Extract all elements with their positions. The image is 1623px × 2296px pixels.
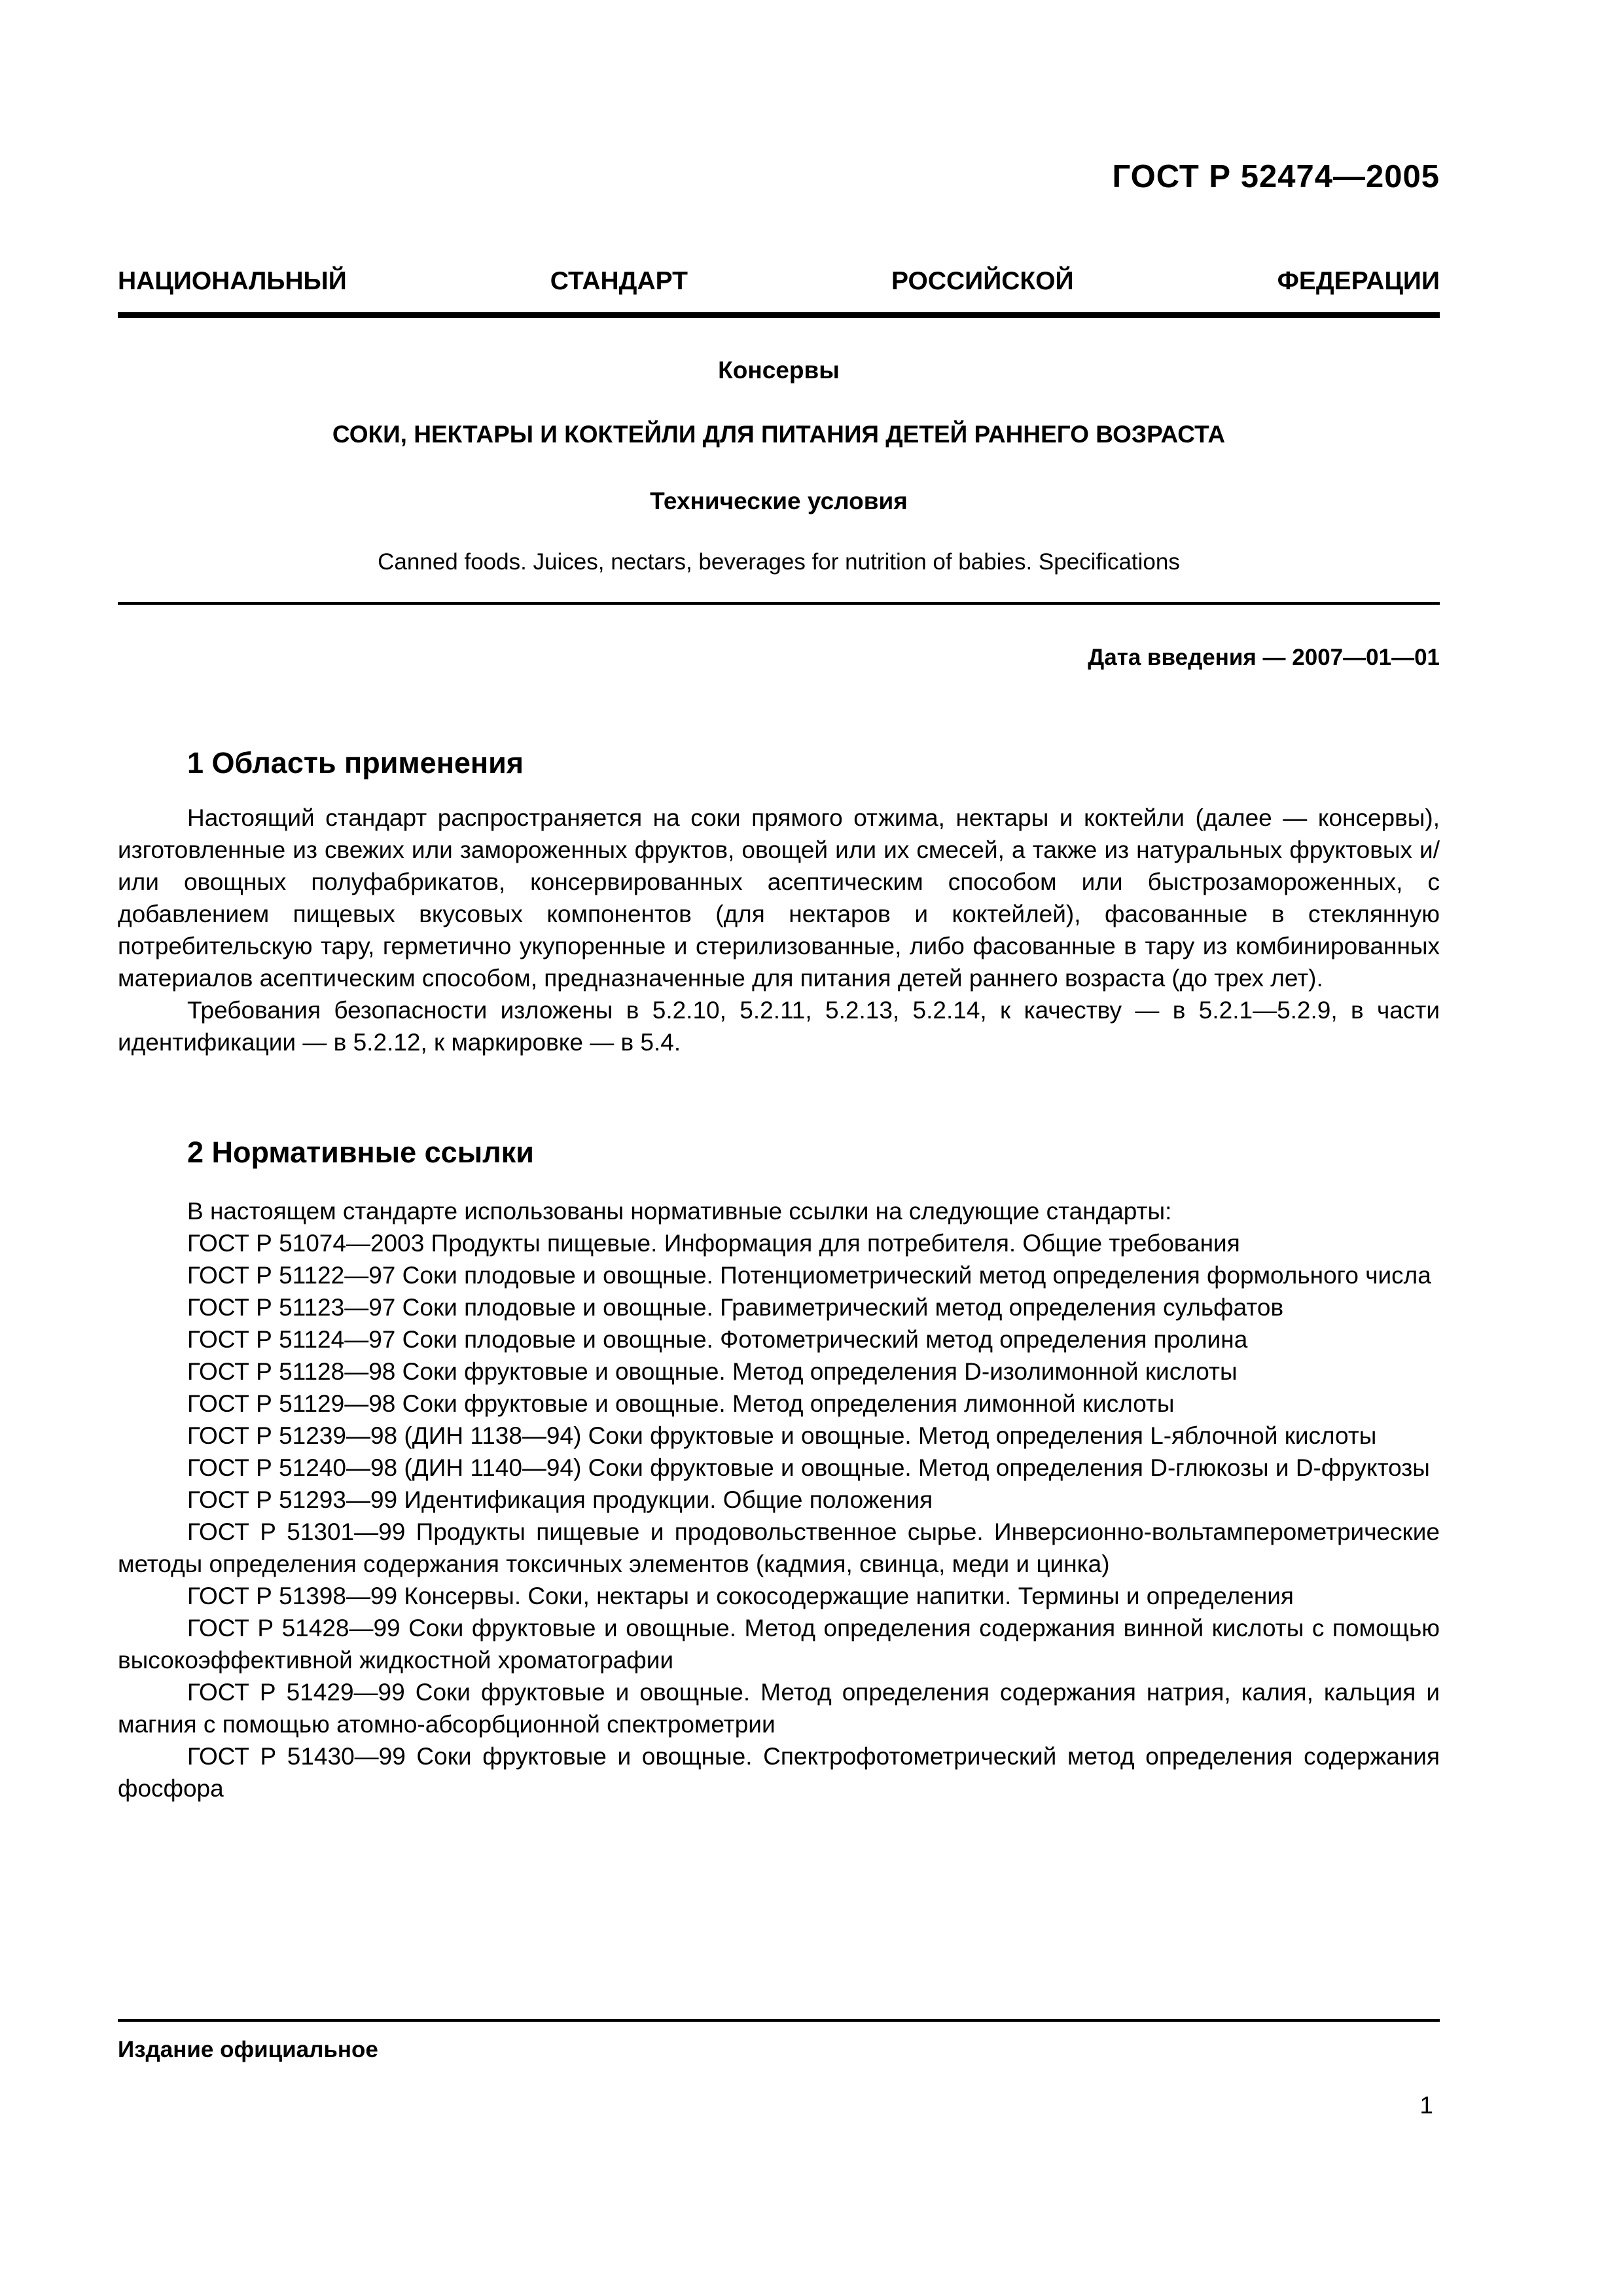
reference-item: ГОСТ Р 51122—97 Соки плодовые и овощные. Потенциометрический метод определения формольного числа <box>187 1262 1431 1289</box>
paragraph: Требования безопасности изложены в 5.2.10, 5.2.11, 5.2.13, 5.2.14, к качеству — в 5.2.1—5.2.9, в части идентификации — в 5.2.12, к маркировке — в 5.4. <box>118 997 1440 1056</box>
banner-word: ФЕДЕРАЦИИ <box>1277 267 1440 295</box>
banner-word: НАЦИОНАЛЬНЫЙ <box>118 267 347 295</box>
reference-item: ГОСТ Р 51123—97 Соки плодовые и овощные. Гравиметрический метод определения сульфатов <box>187 1294 1284 1321</box>
national-standard-banner <box>118 267 1440 296</box>
references-intro: В настоящем стандарте использованы нормативные ссылки на следующие стандарты: <box>187 1198 1172 1225</box>
reference-item: ГОСТ Р 51129—98 Соки фруктовые и овощные. Метод определения лимонной кислоты <box>187 1390 1175 1417</box>
reference-item: ГОСТ Р 51293—99 Идентификация продукции. Общие положения <box>187 1486 933 1513</box>
section-scope-body <box>118 802 1440 1058</box>
introduction-date: Дата введения — 2007—01—01 <box>1088 645 1440 670</box>
english-title: Canned foods. Juices, nectars, beverages for nutrition of babies. Specifications <box>378 549 1180 575</box>
reference-item: ГОСТ Р 51428—99 Соки фруктовые и овощные. Метод определения содержания винной кислоты с помощью высокоэффективной жидкостной хроматографии <box>118 1615 1440 1674</box>
reference-item: ГОСТ Р 51398—99 Консервы. Соки, нектары и сокосодержащие напитки. Термины и определения <box>187 1583 1294 1609</box>
reference-item: ГОСТ Р 51301—99 Продукты пищевые и продовольственное сырье. Инверсионно-вольтамперометрические методы определения содержания токсичных элементов (кадмия, свинца, меди и цинка) <box>118 1518 1440 1577</box>
document-subtitle: Технические условия <box>650 488 908 514</box>
reference-item: ГОСТ Р 51124—97 Соки плодовые и овощные. Фотометрический метод определения пролина <box>187 1326 1248 1353</box>
footer-divider <box>118 2019 1440 2022</box>
section-references-body <box>118 1195 1440 1804</box>
header-divider <box>118 312 1440 318</box>
reference-item: ГОСТ Р 51074—2003 Продукты пищевые. Информация для потребителя. Общие требования <box>187 1230 1240 1257</box>
banner-word: РОССИЙСКОЙ <box>891 267 1074 295</box>
reference-item: ГОСТ Р 51128—98 Соки фруктовые и овощные. Метод определения D-изолимонной кислоты <box>187 1358 1238 1385</box>
reference-item: ГОСТ Р 51430—99 Соки фруктовые и овощные. Спектрофотометрический метод определения содержания фосфора <box>118 1743 1440 1802</box>
section-heading-scope: 1 Область применения <box>187 746 524 780</box>
reference-item: ГОСТ Р 51239—98 (ДИН 1138—94) Соки фруктовые и овощные. Метод определения L-яблочной кислоты <box>187 1422 1377 1449</box>
document-category: Консервы <box>718 357 840 384</box>
document-title: СОКИ, НЕКТАРЫ И КОКТЕЙЛИ ДЛЯ ПИТАНИЯ ДЕТЕЙ РАННЕГО ВОЗРАСТА <box>332 421 1226 448</box>
reference-item: ГОСТ Р 51429—99 Соки фруктовые и овощные. Метод определения содержания натрия, калия, кальция и магния с помощью атомно-абсорбционной спектрометрии <box>118 1679 1440 1738</box>
paragraph: Настоящий стандарт распространяется на соки прямого отжима, нектары и коктейли (далее — консервы), изготовленные из свежих или замороженных фруктов, овощей или их смесей, а также из натуральных фруктовых и/или овощных полуфабрикатов, консервированных асептическим способом или быстрозамороженных, с добавлением пищевых вкусовых компонентов (для нектаров и коктейлей), фасованные в стеклянную потребительскую тару, герметично укупоренные и стерилизованные, либо фасованные в тару из комбинированных материалов асептическим способом, предназначенные для питания детей раннего возраста (до трех лет). <box>118 804 1440 992</box>
banner-word: СТАНДАРТ <box>550 267 688 295</box>
page-number: 1 <box>1419 2092 1433 2119</box>
section-heading-references: 2 Нормативные ссылки <box>187 1136 534 1169</box>
official-edition-label: Издание официальное <box>118 2037 378 2062</box>
standard-number: ГОСТ Р 52474—2005 <box>1112 159 1440 194</box>
reference-item: ГОСТ Р 51240—98 (ДИН 1140—94) Соки фруктовые и овощные. Метод определения D-глюкозы и D-фруктозы <box>187 1454 1430 1481</box>
title-divider <box>118 602 1440 605</box>
